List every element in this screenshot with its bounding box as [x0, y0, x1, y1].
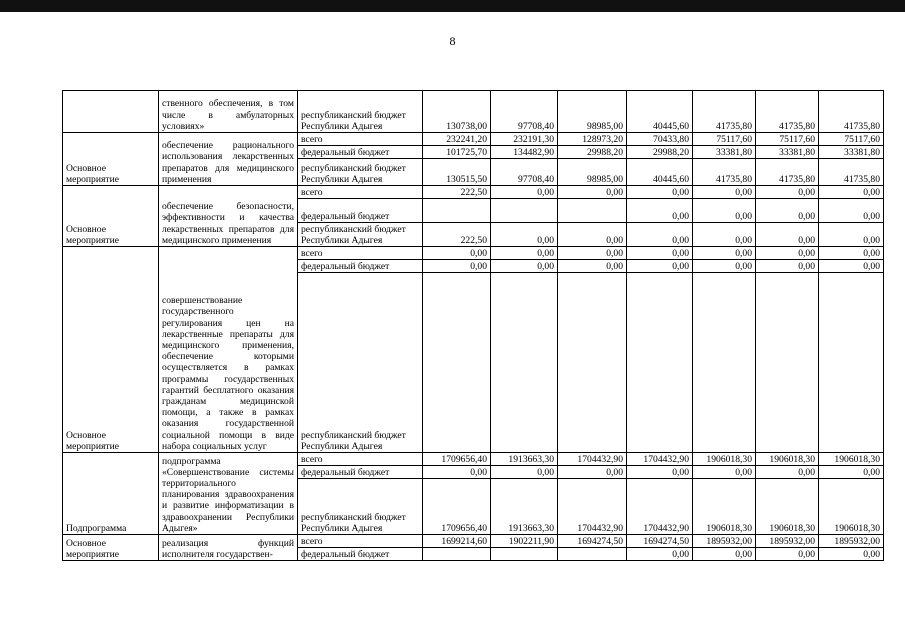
amount-cell: 0,00	[558, 466, 627, 479]
amount-cell	[558, 199, 627, 223]
funding-source: республиканский бюджет Республики Адыгея	[298, 159, 423, 186]
funding-source: федеральный бюджет	[298, 548, 423, 561]
amount-cell	[491, 548, 558, 561]
amount-cell: 1906018,30	[756, 479, 819, 535]
amount-cell: 41735,80	[819, 159, 884, 186]
amount-cell: 1704432,90	[558, 453, 627, 466]
amount-cell: 1895932,00	[693, 535, 756, 548]
activity-type: Основное мероприятие	[63, 133, 159, 186]
amount-cell: 33381,80	[693, 146, 756, 159]
amount-cell: 1895932,00	[756, 535, 819, 548]
amount-cell: 0,00	[627, 199, 693, 223]
amount-cell: 1906018,30	[819, 453, 884, 466]
amount-cell: 232191,30	[491, 133, 558, 146]
amount-cell: 0,00	[693, 260, 756, 273]
funding-source: федеральный бюджет	[298, 260, 423, 273]
activity-type: Основное мероприятие	[63, 186, 159, 247]
amount-cell: 101725,70	[423, 146, 491, 159]
activity-type: Основное мероприятие	[63, 535, 159, 561]
amount-cell: 0,00	[819, 186, 884, 199]
amount-cell	[756, 273, 819, 453]
amount-cell: 1694274,50	[558, 535, 627, 548]
funding-source: республиканский бюджет Республики Адыгея	[298, 223, 423, 247]
page-number: 8	[449, 34, 456, 48]
amount-cell: 97708,40	[491, 91, 558, 133]
amount-cell: 1902211,90	[491, 535, 558, 548]
amount-cell: 232241,20	[423, 133, 491, 146]
funding-source: федеральный бюджет	[298, 146, 423, 159]
amount-cell	[491, 199, 558, 223]
amount-cell: 0,00	[491, 223, 558, 247]
amount-cell: 0,00	[693, 247, 756, 260]
amount-cell: 40445,60	[627, 91, 693, 133]
table-row	[63, 186, 884, 199]
funding-source: республиканский бюджет Республики Адыгея	[298, 479, 423, 535]
amount-cell: 0,00	[558, 247, 627, 260]
amount-cell: 1709656,40	[423, 453, 491, 466]
amount-cell: 0,00	[819, 260, 884, 273]
table-row	[63, 91, 884, 133]
activity-description: обеспечение безопасности, эффективности и качества лекарственных препаратов для медицинского применения	[159, 186, 298, 247]
amount-cell: 1704432,90	[558, 479, 627, 535]
activity-description: совершенствование государственного регулирования цен на лекарственные препараты для медицинского применения, обеспечение которыми осуществляется в рамках программы государственных гарантий бесплатного оказания гражданам медицинской помощи, а также в рамках оказания государственной социальной помощи в виде набора социальных услуг	[159, 247, 298, 453]
amount-cell	[558, 548, 627, 561]
funding-source: федеральный бюджет	[298, 199, 423, 223]
amount-cell: 0,00	[491, 186, 558, 199]
amount-cell: 1709656,40	[423, 479, 491, 535]
amount-cell: 1906018,30	[756, 453, 819, 466]
amount-cell: 41735,80	[756, 159, 819, 186]
amount-cell: 0,00	[819, 466, 884, 479]
amount-cell: 0,00	[627, 223, 693, 247]
amount-cell: 75117,60	[756, 133, 819, 146]
amount-cell: 1913663,30	[491, 479, 558, 535]
amount-cell: 1694274,50	[627, 535, 693, 548]
amount-cell: 1895932,00	[819, 535, 884, 548]
funding-source: всего	[298, 133, 423, 146]
amount-cell: 41735,80	[693, 91, 756, 133]
amount-cell	[491, 273, 558, 453]
amount-cell: 1906018,30	[693, 453, 756, 466]
amount-cell: 0,00	[491, 466, 558, 479]
amount-cell: 130738,00	[423, 91, 491, 133]
amount-cell: 0,00	[756, 223, 819, 247]
amount-cell: 75117,60	[819, 133, 884, 146]
amount-cell: 0,00	[756, 199, 819, 223]
amount-cell: 0,00	[693, 199, 756, 223]
amount-cell: 0,00	[423, 247, 491, 260]
amount-cell: 0,00	[491, 247, 558, 260]
amount-cell: 0,00	[627, 548, 693, 561]
table-row	[63, 453, 884, 466]
amount-cell: 0,00	[756, 548, 819, 561]
amount-cell: 0,00	[756, 260, 819, 273]
table-row	[63, 133, 884, 146]
activity-description: реализация функций исполнителя государствен-	[159, 535, 298, 561]
amount-cell: 41735,80	[819, 91, 884, 133]
amount-cell: 0,00	[491, 260, 558, 273]
amount-cell: 98985,00	[558, 159, 627, 186]
amount-cell: 0,00	[558, 186, 627, 199]
amount-cell: 222,50	[423, 186, 491, 199]
funding-source: республиканский бюджет Республики Адыгея	[298, 273, 423, 453]
amount-cell: 0,00	[693, 466, 756, 479]
amount-cell: 130515,50	[423, 159, 491, 186]
amount-cell	[627, 273, 693, 453]
scan-top-edge	[0, 0, 905, 12]
amount-cell: 0,00	[423, 466, 491, 479]
amount-cell: 134482,90	[491, 146, 558, 159]
amount-cell: 0,00	[756, 186, 819, 199]
amount-cell	[819, 273, 884, 453]
amount-cell: 97708,40	[491, 159, 558, 186]
funding-source: всего	[298, 453, 423, 466]
amount-cell: 70433,80	[627, 133, 693, 146]
funding-source: республиканский бюджет Республики Адыгея	[298, 91, 423, 133]
amount-cell: 222,50	[423, 223, 491, 247]
activity-type: Основное мероприятие	[63, 247, 159, 453]
amount-cell: 1906018,30	[693, 479, 756, 535]
amount-cell: 75117,60	[693, 133, 756, 146]
amount-cell: 0,00	[693, 548, 756, 561]
amount-cell: 0,00	[627, 260, 693, 273]
activity-description: ственного обеспечения, в том числе в амбулаторных условиях»	[159, 91, 298, 133]
amount-cell: 98985,00	[558, 91, 627, 133]
amount-cell: 0,00	[819, 223, 884, 247]
amount-cell: 0,00	[423, 260, 491, 273]
amount-cell: 0,00	[756, 247, 819, 260]
amount-cell: 33381,80	[756, 146, 819, 159]
amount-cell: 0,00	[693, 186, 756, 199]
amount-cell: 0,00	[627, 247, 693, 260]
amount-cell: 0,00	[627, 186, 693, 199]
funding-source: всего	[298, 247, 423, 260]
amount-cell: 29988,20	[627, 146, 693, 159]
amount-cell: 0,00	[819, 247, 884, 260]
funding-source: всего	[298, 535, 423, 548]
amount-cell: 0,00	[819, 548, 884, 561]
amount-cell: 1906018,30	[819, 479, 884, 535]
amount-cell: 1704432,90	[627, 453, 693, 466]
amount-cell: 0,00	[693, 223, 756, 247]
funding-source: всего	[298, 186, 423, 199]
amount-cell: 0,00	[558, 223, 627, 247]
amount-cell	[423, 548, 491, 561]
amount-cell: 1913663,30	[491, 453, 558, 466]
table-row	[63, 247, 884, 260]
table-row	[63, 535, 884, 548]
amount-cell: 1699214,60	[423, 535, 491, 548]
amount-cell: 41735,80	[756, 91, 819, 133]
amount-cell: 29988,20	[558, 146, 627, 159]
amount-cell: 41735,80	[693, 159, 756, 186]
activity-type: Подпрограмма	[63, 453, 159, 535]
amount-cell: 0,00	[558, 260, 627, 273]
amount-cell: 40445,60	[627, 159, 693, 186]
activity-description: подпрограмма «Совершенствование системы территориального планирования здравоохранения и развитие информатизации в здравоохранении Республики Адыгея»	[159, 453, 298, 535]
activity-type	[63, 91, 159, 133]
amount-cell: 0,00	[627, 466, 693, 479]
amount-cell: 33381,80	[819, 146, 884, 159]
funding-source: федеральный бюджет	[298, 466, 423, 479]
amount-cell	[558, 273, 627, 453]
amount-cell: 0,00	[756, 466, 819, 479]
budget-table	[62, 90, 884, 561]
amount-cell: 128973,20	[558, 133, 627, 146]
amount-cell: 1704432,90	[627, 479, 693, 535]
amount-cell	[423, 273, 491, 453]
amount-cell: 0,00	[819, 199, 884, 223]
amount-cell	[423, 199, 491, 223]
amount-cell	[693, 273, 756, 453]
activity-description: обеспечение рационального использования лекарственных препаратов для медицинского применения	[159, 133, 298, 186]
